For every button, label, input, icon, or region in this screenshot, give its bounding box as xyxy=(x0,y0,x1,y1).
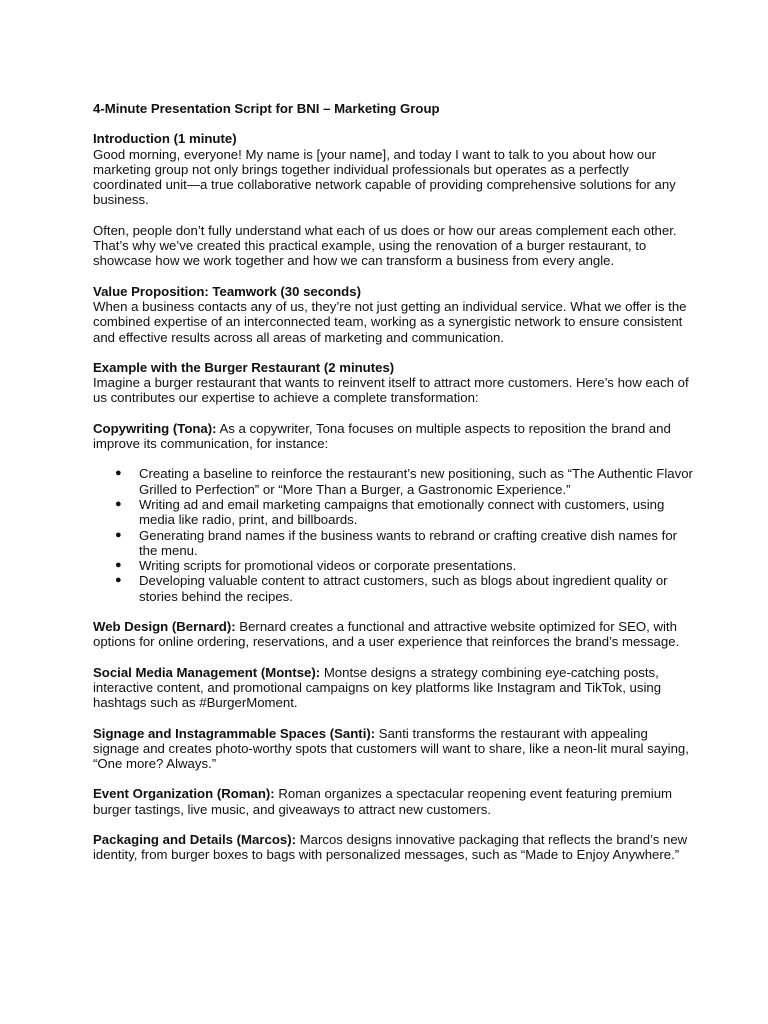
value-paragraph: When a business contacts any of us, they’re not just getting an individual service. What we offer is the combined expertise of an interconnected team, working as a synergistic network to ensure consistent and effective results across all areas of marketing and communication. xyxy=(93,298,687,345)
event-role-name: Event Organization (Roman): xyxy=(93,786,275,802)
intro-paragraph-1: Good morning, everyone! My name is [your name], and today I want to talk to you about how our marketing group not only brings together individual professionals but operates as a perfectly coordinated unit—a true collaborative network capable of providing comprehensive solutions for any business. xyxy=(93,146,676,208)
example-paragraph: Imagine a burger restaurant that wants to reinvent itself to attract more customers. Here’s how each of us contributes our expertise to achieve a complete transformation: xyxy=(93,375,689,406)
list-item-text: Developing valuable content to attract customers, such as blogs about ingredient quality or stories behind the recipes. xyxy=(139,573,668,604)
copywriting-role-text: As a copywriter, Tona focuses on multiple aspects to reposition the brand and improve its communication, for instance: xyxy=(93,420,671,452)
bullet-icon: ● xyxy=(115,559,122,572)
bullet-icon: ● xyxy=(115,574,122,587)
social-media-role-text: Montse designs a strategy combining eye-catching posts, interactive content, and promotional campaigns on key platforms like Instagram and TikTok, using hashtags such as #BurgerMoment. xyxy=(93,664,662,711)
bullet-icon: ● xyxy=(115,497,122,510)
signage-role-text: Santi transforms the restaurant with appealing signage and creates photo-worthy spots that customers will want to share, like a neon-lit mural saying, “One more? Always.” xyxy=(93,725,689,772)
value-section xyxy=(93,284,693,345)
packaging-role-name: Packaging and Details (Marcos): xyxy=(93,831,296,847)
event-role-text: Roman organizes a spectacular reopening event featuring premium burger tastings, live music, and giveaways to attract new customers. xyxy=(93,786,673,817)
value-heading: Value Proposition: Teamwork (30 seconds) xyxy=(93,283,361,299)
example-heading: Example with the Burger Restaurant (2 minutes) xyxy=(93,359,395,375)
event-paragraph xyxy=(93,786,693,817)
list-item-text: Writing scripts for promotional videos or corporate presentations. xyxy=(139,558,517,574)
list-item xyxy=(115,558,693,574)
intro-heading: Introduction (1 minute) xyxy=(93,131,237,147)
packaging-paragraph xyxy=(93,832,693,863)
example-section xyxy=(93,360,693,406)
intro-section xyxy=(93,131,693,268)
list-item xyxy=(115,466,693,497)
copywriting-paragraph xyxy=(93,421,693,452)
copywriting-role-name: Copywriting (Tona): xyxy=(93,420,217,436)
list-item-text: Generating brand names if the business wants to rebrand or crafting creative dish names for the menu. xyxy=(139,527,678,558)
list-item-text: Writing ad and email marketing campaigns that emotionally connect with customers, using media like radio, print, and billboards. xyxy=(139,496,665,528)
bullet-icon: ● xyxy=(115,467,122,480)
social-media-role-name: Social Media Management (Montse): xyxy=(93,664,321,680)
web-design-role-text: Bernard creates a functional and attractive website optimized for SEO, with options for online ordering, reservations, and a user experience that reinforces the brand’s message. xyxy=(93,619,680,650)
packaging-role-text: Marcos designs innovative packaging that reflects the brand’s new identity, from burger boxes to bags with personalized messages, such as “Made to Enjoy Anywhere.” xyxy=(93,831,688,863)
list-item-text: Creating a baseline to reinforce the restaurant’s new positioning, such as “The Authentic Flavor Grilled to Perfection” or “More Than a Burger, a Gastronomic Experience.” xyxy=(139,466,693,497)
social-media-paragraph xyxy=(93,665,693,711)
signage-role-name: Signage and Instagrammable Spaces (Santi): xyxy=(93,725,376,741)
list-item xyxy=(115,496,693,528)
intro-paragraph-2: Often, people don’t fully understand what each of us does or how our areas complement each other. That’s why we’ve created this practical example, using the renovation of a burger restaurant, to showcase how we work together and how we can transform a business from every angle. xyxy=(93,222,677,269)
web-design-role-name: Web Design (Bernard): xyxy=(93,619,236,635)
bullet-icon: ● xyxy=(115,528,122,541)
web-design-paragraph xyxy=(93,619,693,650)
signage-paragraph xyxy=(93,726,693,772)
document-title: 4-Minute Presentation Script for BNI – Marketing Group xyxy=(93,101,440,116)
list-item xyxy=(115,527,693,559)
list-item xyxy=(115,573,693,604)
copywriting-bullet-list xyxy=(93,466,693,604)
document-page xyxy=(93,101,693,863)
